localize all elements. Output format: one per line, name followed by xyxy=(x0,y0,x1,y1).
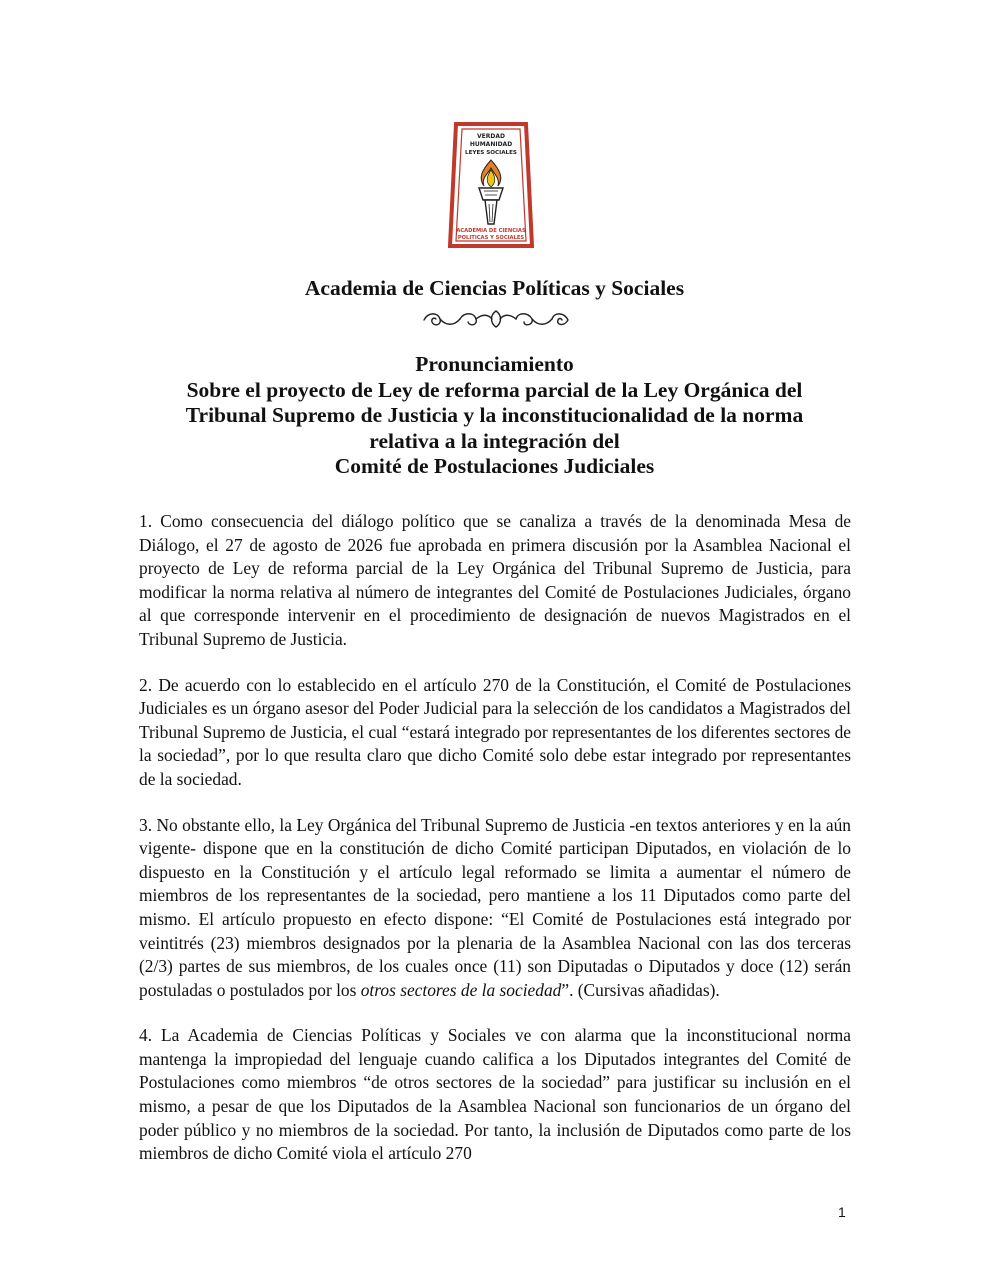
heading-label: Pronunciamiento xyxy=(415,352,574,376)
paragraph-2: 2. De acuerdo con lo establecido en el artículo 270 de la Constitución, el Comité de Postulaciones Judiciales es un órgano asesor del Poder Judicial para la selección de los candidatos a Magistrados del Tribunal Supremo de Justicia, el cual “estará integrado por representantes de los diferentes sectores de la sociedad”, por lo que resulta claro que dicho Comité solo debe estar integrado por representantes de la sociedad. xyxy=(139,674,851,789)
heading-line-4: Comité de Postulaciones Judiciales xyxy=(334,454,655,478)
paragraph-1: 1. Como consecuencia del diálogo político que se canaliza a través de la denominada Mesa de Diálogo, el 27 de agosto de 2026 fue aprobada en primera discusión por la Asamblea Nacional el proyecto de Ley de reforma parcial de la Ley Orgánica del Tribunal Supremo de Justicia, para modificar la norma relativa al número de integrantes del Comité de Postulaciones Judiciales, órgano al que corresponde intervenir en el procedimiento de designación de nuevos Magistrados en el Tribunal Supremo de Justicia. xyxy=(139,511,851,649)
academy-logo-torch-icon xyxy=(448,120,534,250)
logo-text-academia: ACADEMIA DE CIENCIAS xyxy=(456,228,526,234)
paragraph-3-italic: otros sectores de la sociedad xyxy=(360,979,562,1000)
logo-text-politicas: POLITICAS Y SOCIALES xyxy=(457,235,525,241)
paragraph-3-text-b: ”. (Cursivas añadidas). xyxy=(561,979,720,1000)
ornament-divider-icon xyxy=(418,306,574,332)
heading-line-3: relativa a la integración del xyxy=(369,428,620,453)
document-body xyxy=(139,510,851,1188)
logo-text-verdad: VERDAD xyxy=(477,133,505,140)
paragraph-3 xyxy=(139,814,851,1003)
paragraph-4: 4. La Academia de Ciencias Políticas y Sociales ve con alarma que la inconstitucional norma mantenga la impropiedad del lenguaje cuando califica a los Diputados integrantes del Comité de Postulaciones como miembros “de otros sectores de la sociedad” para justificar su inclusión en el mismo, a pesar de que los Diputados de la Asamblea Nacional son funcionarios de un órgano del poder público y no miembros de la sociedad. Por tanto, la inclusión de Diputados como parte de los miembros de dicho Comité viola el artículo 270 xyxy=(139,1025,851,1164)
page-number: 1 xyxy=(838,1204,846,1220)
logo-text-humanidad: HUMANIDAD xyxy=(469,141,513,148)
heading-line-1: Sobre el proyecto de Ley de reforma parcial de la Ley Orgánica del xyxy=(186,377,803,402)
document-heading xyxy=(100,352,889,480)
paragraph-3-text-a: 3. No obstante ello, la Ley Orgánica del Tribunal Supremo de Justicia -en textos anteriores y en la aún vigente- dispone que en la constitución de dicho Comité participan Diputados, en violación de lo dispuesto en la Constitución y el artículo legal reformado se limita a aumentar el número de miembros de los representantes de la sociedad, pero mantiene a los 11 Diputados como parte del mismo. El artículo propuesto en efecto dispone: “El Comité de Postulaciones está integrado por veintitrés (23) miembros designados por la plenaria de la Asamblea Nacional con las dos terceras (2/3) partes de sus miembros, de los cuales once (11) son Diputadas o Diputados y doce (12) serán postuladas o postulados por los xyxy=(139,814,851,1000)
heading-line-2: Tribunal Supremo de Justicia y la inconstitucionalidad de la norma xyxy=(185,403,804,427)
logo-text-leyes-sociales: LEYES SOCIALES xyxy=(465,150,517,156)
institution-name: Academia de Ciencias Políticas y Sociales xyxy=(304,276,685,300)
